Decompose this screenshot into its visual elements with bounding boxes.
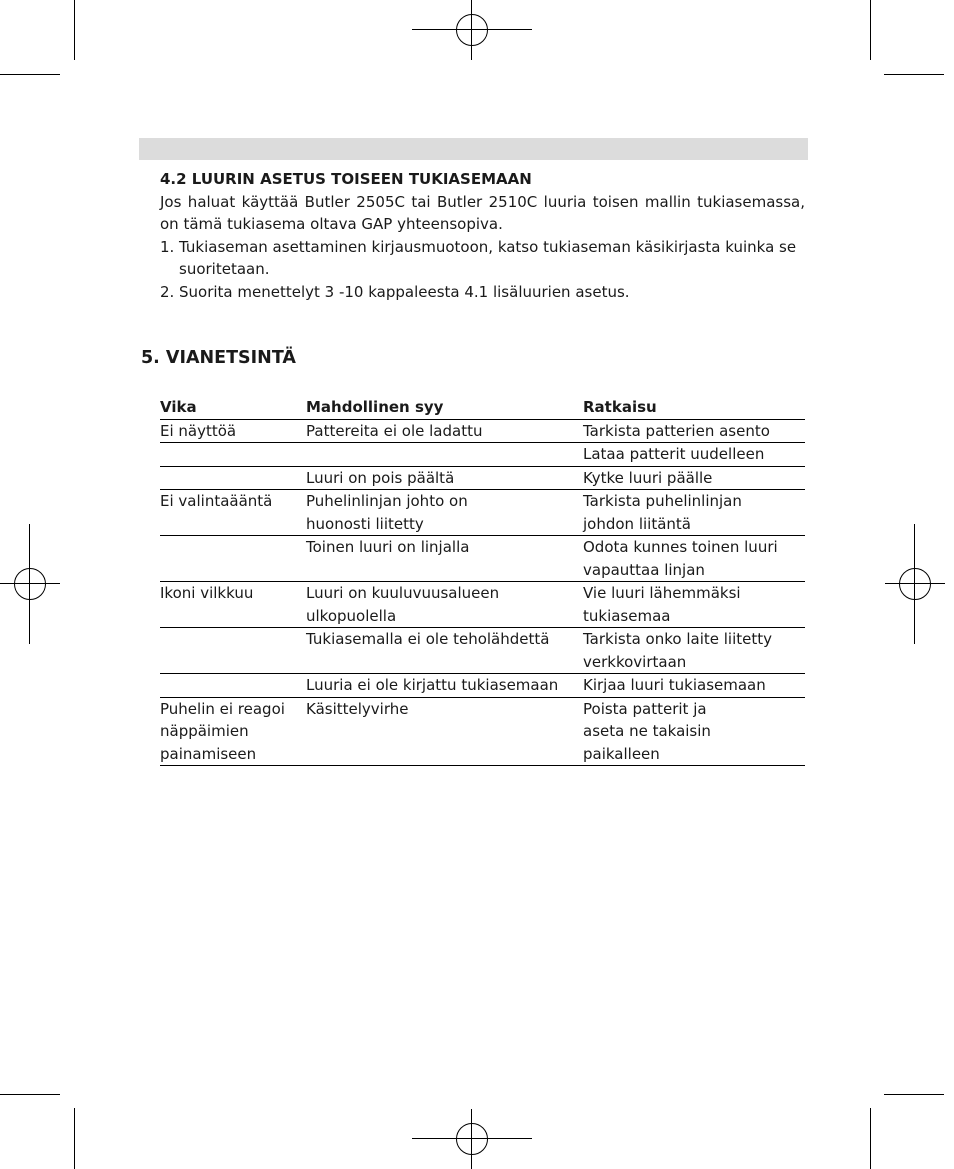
step-text: Tukiaseman asettaminen kirjausmuotoon, katso tukiaseman käsikirjasta kuinka se suoritetaan. <box>179 237 797 278</box>
solution-cell: Poista patterit ja aseta ne takaisin paikalleen <box>583 699 711 763</box>
fault-cell <box>160 628 306 674</box>
table-header-row <box>160 396 805 419</box>
troubleshooting-table <box>160 396 805 766</box>
section-4-2 <box>160 168 805 303</box>
crop-mark <box>74 1108 75 1169</box>
table-row <box>160 443 805 467</box>
section-4-2-intro: Jos haluat käyttää Butler 2505C tai Butler 2510C luuria toisen mallin tukiasemassa, on tämä tukiasema oltava GAP yhteensopiva. <box>160 192 805 233</box>
column-header-cause: Mahdollinen syy <box>306 398 444 416</box>
section-5-title: 5. VIANETSINTÄ <box>141 348 296 368</box>
crop-mark <box>870 1108 871 1169</box>
section-4-2-title: 4.2 LUURIN ASETUS TOISEEN TUKIASEMAAN <box>160 170 532 188</box>
fault-cell: Ei näyttöä <box>160 421 237 440</box>
crop-mark <box>870 0 871 60</box>
table-row <box>160 536 805 582</box>
column-header-fault: Vika <box>160 398 197 416</box>
crop-mark <box>884 1094 944 1095</box>
solution-cell: Vie luuri lähemmäksi tukiasemaa <box>583 584 741 625</box>
registration-mark-bottom <box>412 1109 532 1169</box>
crop-mark <box>0 1094 60 1095</box>
column-header-solution: Ratkaisu <box>583 398 657 416</box>
registration-mark-right <box>885 524 945 644</box>
registration-mark-left <box>0 524 60 644</box>
solution-cell: Kytke luuri päälle <box>583 468 713 487</box>
cause-cell: Toinen luuri on linjalla <box>306 538 470 556</box>
step-number: 2. <box>160 282 175 301</box>
cause-cell: Tukiasemalla ei ole teholähdettä <box>306 630 550 648</box>
header-bar <box>139 138 808 160</box>
table-row <box>160 628 805 674</box>
table-row <box>160 697 805 766</box>
fault-cell: Ei valintaääntä <box>160 492 273 510</box>
table-row <box>160 419 805 443</box>
solution-cell: Tarkista puhelinlinjan johdon liitäntä <box>583 492 742 533</box>
solution-cell: Kirjaa luuri tukiasemaan <box>583 676 766 694</box>
cause-cell: Pattereita ei ole ladattu <box>306 421 483 440</box>
registration-mark-top <box>412 0 532 60</box>
cause-cell: Luuria ei ole kirjattu tukiasemaan <box>306 676 559 694</box>
steps-list <box>160 236 805 304</box>
table-row <box>160 582 805 628</box>
solution-cell: Odota kunnes toinen luuri vapauttaa linjan <box>583 538 778 579</box>
cause-cell <box>306 443 583 467</box>
crop-mark <box>0 74 60 75</box>
table-row <box>160 674 805 698</box>
cause-cell: Käsittelyvirhe <box>306 699 409 718</box>
fault-cell <box>160 674 306 698</box>
fault-cell: Puhelin ei reagoi näppäimien painamiseen <box>160 699 285 763</box>
table-row <box>160 490 805 536</box>
crop-mark <box>884 74 944 75</box>
step-number: 1. <box>160 237 175 256</box>
fault-cell <box>160 536 306 582</box>
cause-cell: Luuri on pois päältä <box>306 468 455 487</box>
list-item <box>160 281 805 304</box>
solution-cell: Tarkista onko laite liitetty verkkovirtaan <box>583 630 772 671</box>
cause-cell: Puhelinlinjan johto on huonosti liitetty <box>306 492 468 533</box>
step-text: Suorita menettelyt 3 -10 kappaleesta 4.1 lisäluurien asetus. <box>179 282 630 301</box>
table-row <box>160 466 805 490</box>
fault-cell <box>160 443 306 467</box>
fault-cell <box>160 466 306 490</box>
fault-cell: Ikoni vilkkuu <box>160 584 254 602</box>
solution-cell: Tarkista patterien asento <box>583 421 770 440</box>
solution-cell: Lataa patterit uudelleen <box>583 445 765 463</box>
crop-mark <box>74 0 75 60</box>
list-item <box>160 236 805 281</box>
cause-cell: Luuri on kuuluvuusalueen ulkopuolella <box>306 584 500 625</box>
